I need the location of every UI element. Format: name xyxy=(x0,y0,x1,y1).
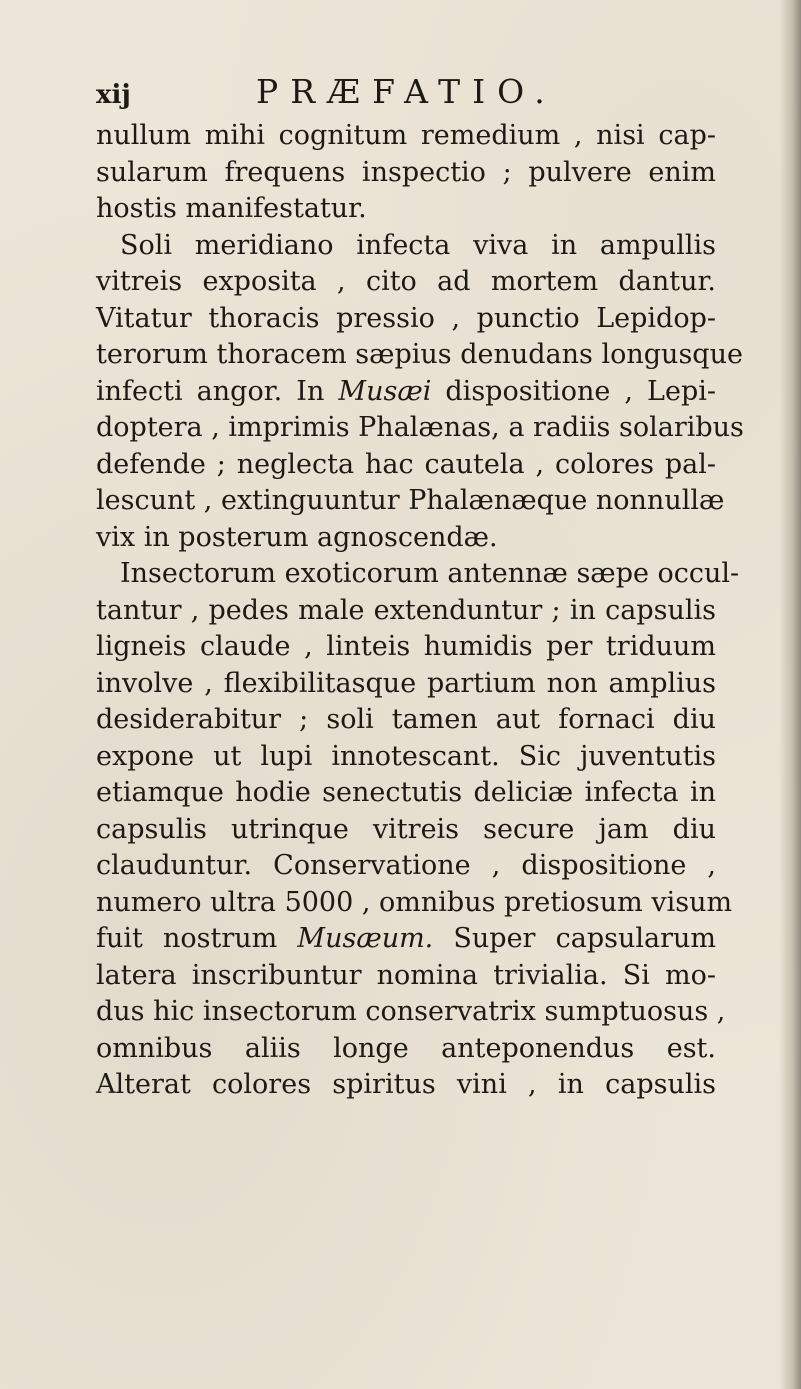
text-line: involve , flexibilitasque partium non amplius xyxy=(96,667,716,699)
text-line: clauduntur. Conservatione , dispositione , xyxy=(96,850,716,881)
text-segment: infecti angor. In xyxy=(96,375,339,407)
text-line: expone ut lupi innotescant. Sic juventutis xyxy=(96,740,716,772)
text-line: Alterat colores spiritus vini , in capsulis xyxy=(96,1069,716,1100)
text-line: numero ultra 5000 , omnibus pretiosum visum xyxy=(96,886,733,918)
text-line: Vitatur thoracis pressio , punctio Lepidop- xyxy=(96,302,716,334)
text-line: sularum frequens inspectio ; pulvere enim xyxy=(96,156,716,188)
text-line: lescunt , extinguuntur Phalænæque nonnullæ xyxy=(96,485,725,516)
text-segment: dispositione , Lepi- xyxy=(431,375,716,407)
text-line: nullum mihi cognitum remedium , nisi cap- xyxy=(96,120,716,151)
text-line: latera inscribuntur nomina trivialia. Si mo- xyxy=(96,959,716,991)
text-line: terorum thoracem sæpius denudans longusque xyxy=(96,339,743,370)
text-line: doptera , imprimis Phalænas, a radiis solaribus xyxy=(96,412,744,443)
text-line: Soli meridiano infecta viva in ampullis xyxy=(120,229,716,261)
italic-word: Musæi xyxy=(338,375,432,407)
text-line: defende ; neglecta hac cautela , colores pal- xyxy=(96,448,716,480)
text-line: dus hic insectorum conservatrix sumptuosus , xyxy=(96,996,726,1027)
text-line: ligneis claude , linteis humidis per triduum xyxy=(96,631,716,662)
page-edge-shadow xyxy=(779,0,801,1389)
text-line: hostis manifestatur. xyxy=(96,193,367,224)
text-line: omnibus aliis longe anteponendus est. xyxy=(96,1032,716,1064)
italic-word: Musæum. xyxy=(297,923,434,954)
page-number: xij xyxy=(96,80,131,110)
text-line xyxy=(96,374,716,411)
running-title: PRÆFATIO. xyxy=(256,72,557,111)
text-segment: fuit nostrum xyxy=(96,923,298,954)
text-segment: Super capsularum xyxy=(433,923,716,954)
text-line: vitreis exposita , cito ad mortem dantur. xyxy=(96,266,716,297)
text-line xyxy=(96,921,716,958)
page-header xyxy=(96,72,656,116)
text-line: desiderabitur ; soli tamen aut fornaci diu xyxy=(96,704,716,735)
body-text xyxy=(96,118,744,1104)
text-line: Insectorum exoticorum antennæ sæpe occul- xyxy=(120,558,740,589)
text-line: tantur , pedes male extenduntur ; in capsulis xyxy=(96,594,716,626)
text-line: capsulis utrinque vitreis secure jam diu xyxy=(96,813,716,845)
text-line: etiamque hodie senectutis deliciæ infecta in xyxy=(96,777,716,808)
text-line: vix in posterum agnoscendæ. xyxy=(96,521,498,553)
